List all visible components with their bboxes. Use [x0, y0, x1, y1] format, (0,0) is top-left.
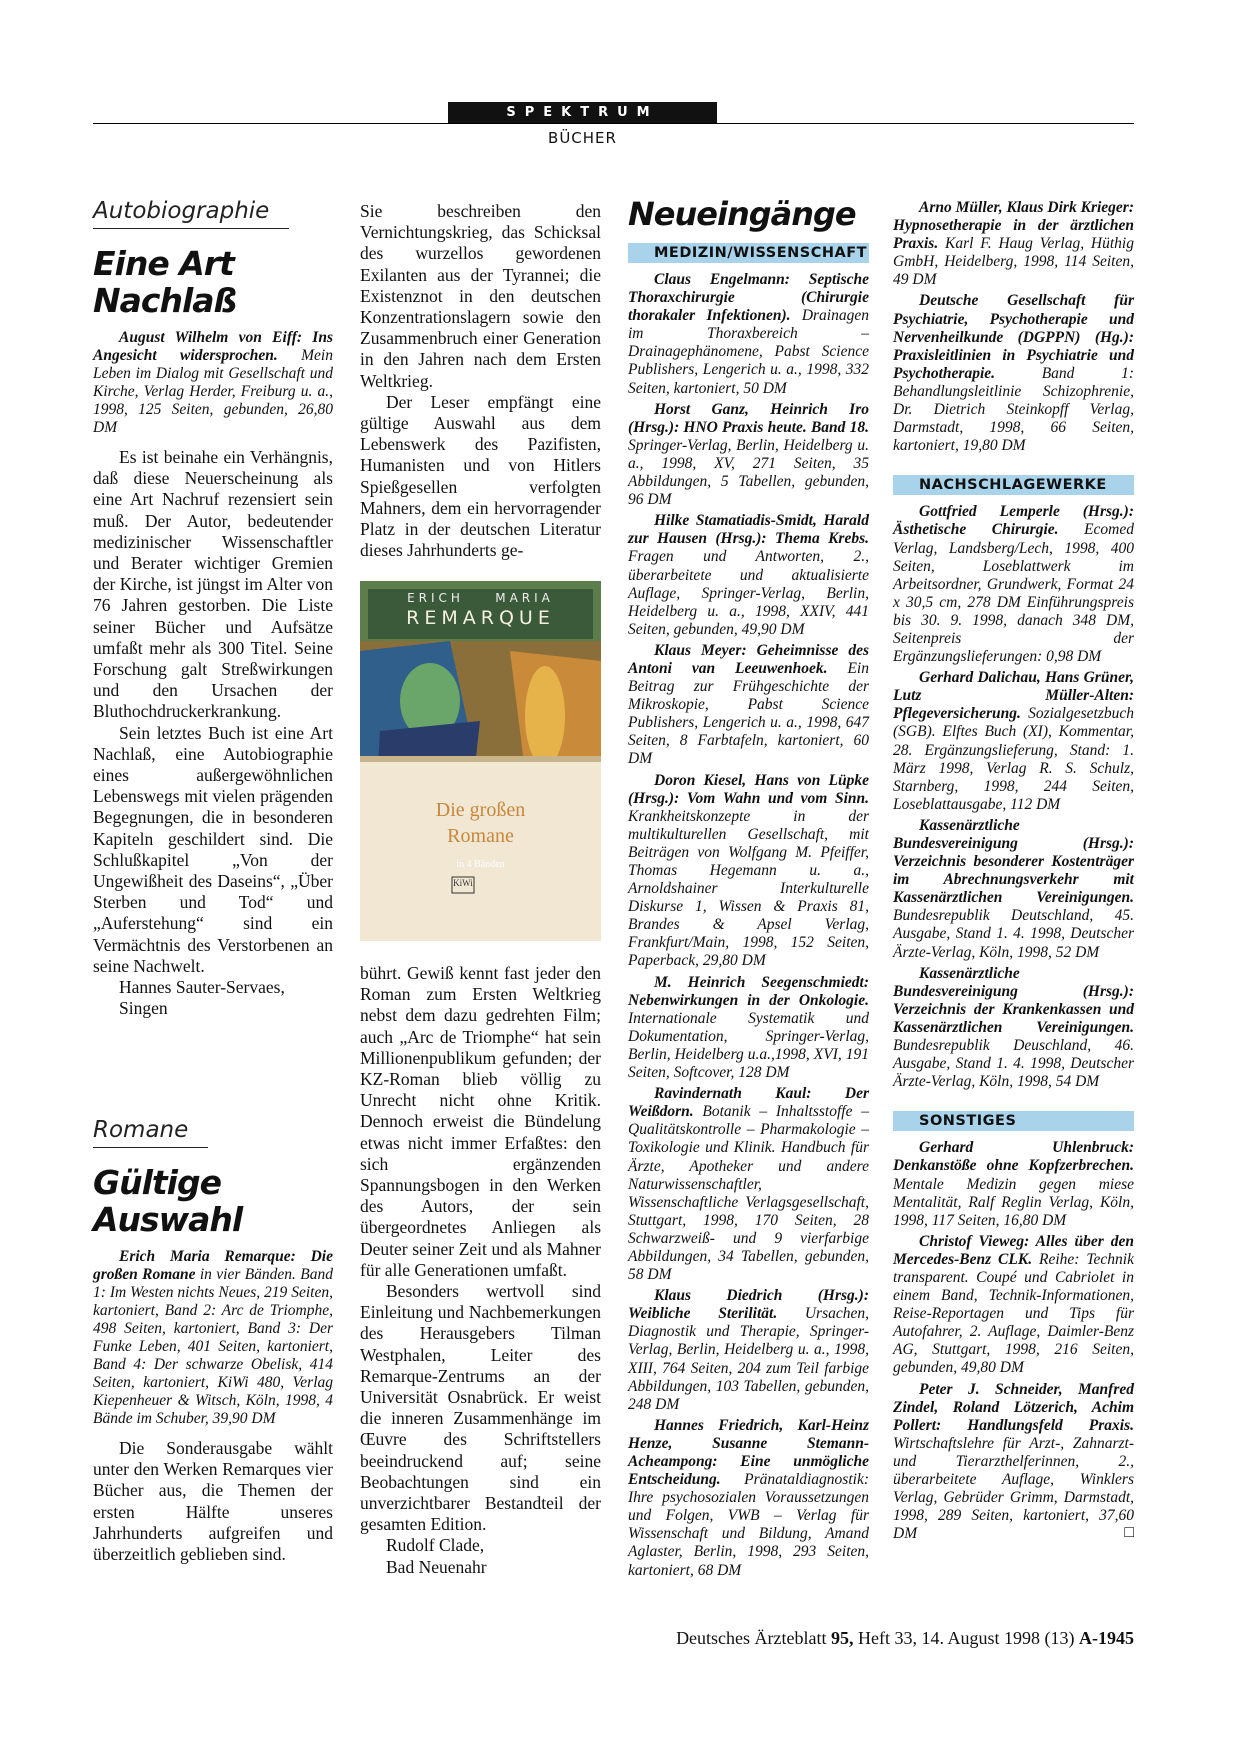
cover-title-line1: Die großen: [435, 799, 526, 821]
book-entry-title: Deutsche Gesellschaft für Psychiatrie, Psychotherapie und Nervenheilkunde (DGPPN) (Hg.): Praxisleitlinien in Psychiatrie und Psychotherapie.: [893, 292, 1134, 382]
book-entry: [628, 401, 869, 510]
paragraph: Sie beschreiben den Vernichtungskrieg, das Schicksal des wurzellos gewordenen Exilanten aus der Tyrannei; die Existenznot in den deutschen Konzentrationslagern sowie den Zusammenbruch einer Generation in den Jahren nach dem Ersten Weltkrieg.: [360, 201, 601, 391]
paragraph: Es ist beinahe ein Verhängnis, daß diese Neuerscheinung als eine Art Nachruf rezensiert sein muß. Der Autor, bedeutender medizinischer Wissenschaftler und Berater wichtiger Gremien der Kirche, ist jüngst im Alter von 76 Jahren gestorben. Die Liste seiner Bücher und Aufsätze umfaßt mehr als 300 Titel. Seine Forschung galt Streßwirkungen und den Ursachen der Bluthochdruckerkrankung.: [93, 447, 333, 722]
book-entry-details: Karl F. Haug Verlag, Hüthig GmbH, Heidelberg, 1998, 114 Seiten, 49 DM: [893, 235, 1134, 289]
book-entry-title: Hilke Stamatiadis-Smidt, Harald zur Hausen (Hrsg.): Thema Krebs.: [628, 512, 869, 548]
bib-title: Erich Maria Remarque: Die großen Romane: [93, 1248, 333, 1283]
headline-auswahl: Gültige Auswahl: [93, 1163, 243, 1239]
section-subtitle: BÜCHER: [548, 129, 617, 147]
book-entry: [628, 772, 869, 971]
entry-list-medizin-cont: [893, 199, 1134, 455]
page-number: A-1945: [1079, 1628, 1134, 1648]
book-entry-title: Peter J. Schneider, Manfred Zindel, Roland Lötzerich, Achim Pollert: Handlungsfeld Praxis.: [893, 1380, 1134, 1434]
cover-publisher-logo: KiWi: [453, 878, 473, 888]
book-entry-title: Horst Ganz, Heinrich Iro (Hrsg.): HNO Praxis heute. Band 18.: [628, 400, 869, 436]
book-entry-title: Klaus Meyer: Geheimnisse des Antoni van Leeuwenhoek.: [628, 641, 869, 677]
category-nachschlagewerke: NACHSCHLAGEWERKE: [893, 475, 1134, 495]
book-entry: [893, 503, 1134, 666]
bib-details: Mein Leben im Dialog mit Gesellschaft und Kirche, Verlag Herder, Freiburg u. a., 1998, 125 Seiten, gebunden, 26,80 DM: [93, 347, 333, 436]
book-entry: [628, 1287, 869, 1414]
book-entry: [628, 1417, 869, 1580]
book-entry: [628, 642, 869, 769]
book-entry-title: Gerhard Dalichau, Hans Grüner, Lutz Müller-Alten: Pflegeversicherung.: [893, 669, 1134, 723]
paragraph: Der Leser empfängt eine gültige Auswahl aus dem Lebenswerk des Pazifisten, Humanisten und von Hitlers Spießgesellen verfolgten Mahners, dem ein hervorragender Platz in der deutschen Literatur dieses Jahrhunderts ge-: [360, 391, 601, 561]
column-1: [93, 198, 333, 1019]
book-entry-details: Bundesrepublik Deuschland, 46. Ausgabe, Stand 1. 4. 1998, Deutscher Ärzte-Verlag, Köln, 1998, 54 DM: [893, 1037, 1134, 1091]
entry-list-nachschlagewerke: [893, 503, 1134, 1091]
book-entry-title: Ravindernath Kaul: Der Weißdorn.: [628, 1085, 869, 1121]
book-entry: [893, 1233, 1134, 1378]
book-entry-details: Krankheitskonzepte in der multikulturellen Gesellschaft, mit Beiträgen von Wolfgang M. Pfeiffer, Thomas Hegemann u. a., Arnoldshainer Interkulturelle Diskurse 1, Wissen & Praxis 81, Brandes & Apsel Verlag, Frankfurt/Main, 1998, 152 Seiten, Paperback, 29,80 DM: [628, 807, 869, 970]
book-entry-details: Mentale Medizin gegen miese Mentalität, Ralf Reglin Verlag, Köln, 1998, 117 Seiten, 16,80 DM: [893, 1175, 1134, 1229]
issue-date: Heft 33, 14. August 1998 (13): [853, 1628, 1079, 1648]
entry-list-sonstiges: [893, 1139, 1134, 1543]
book-entry-title: Doron Kiesel, Hans von Lüpke (Hrsg.): Vom Wahn und vom Sinn.: [628, 771, 869, 807]
cover-subtitle: in 4 Bänden: [456, 859, 505, 870]
paragraph: Besonders wertvoll sind Einleitung und Nachbemerkungen des Herausgebers Tilman Westphalen, Leiter des Remarque-Zentrums an der Universität Osnabrück. Er weist die inneren Zusammenhänge im Œuvre des Schriftstellers beeindruckend auf; seine Beobachtungen sind ein unverzichtbarer Bestandteil der gesamten Edition.: [360, 1281, 601, 1535]
entry-list-medizin: [628, 271, 869, 1580]
cover-author-first: ERICH: [407, 591, 464, 605]
book-entry: [893, 1139, 1134, 1229]
book-entry-title: Christof Vieweg: Alles über den Mercedes-Benz CLK.: [893, 1232, 1134, 1268]
column-3: [628, 195, 869, 1583]
category-sonstiges: SONSTIGES: [893, 1111, 1134, 1131]
review-body-2: [93, 1438, 333, 1565]
cover-author-top: [368, 591, 593, 605]
book-entry-details: Wirtschaftslehre für Arzt-, Zahnarzt- und Tierarzthelferinnen, 2., überarbeitete Auflage, Winklers Verlag, Gebrüder Grimm, Darmstadt, 1998, 289 Seiten, kartoniert, 37,60 DM: [893, 1434, 1134, 1543]
book-entry-details: Botanik – Inhaltsstoffe – Qualitätskontrolle – Pharmakologie – Toxikologie und Klinik. Handbuch für Ärzte, Apotheker und andere Naturwissenschaftler, Wissenschaftliche Verlagsgesellschaft, Stuttgart, 1998, 170 Seiten, 28 Schwarzweiß- und 9 vierfarbige Abbildungen, 34 Tabellen, gebunden, 58 DM: [628, 1103, 869, 1284]
reviewer-place: Bad Neuenahr: [386, 1556, 487, 1577]
book-entry-details: Ursachen, Diagnostik und Therapie, Springer-Verlag, Berlin, Heidelberg u. a., 1998, XIII, 764 Seiten, 204 zum Teil farbige Abbildungen, 103 Tabellen, gebunden, 248 DM: [628, 1305, 869, 1413]
bib-entry-remarque: [93, 1248, 333, 1428]
column-2-lower: [360, 963, 601, 1578]
book-entry: [893, 965, 1134, 1092]
journal-name: Deutsches Ärzteblatt: [676, 1628, 832, 1648]
paragraph: bührt. Gewiß kennt fast jeder den Roman zum Ersten Weltkrieg nebst dem dazu gedrehten Film; auch „Arc de Triomphe“ hat sein Millionenpublikum gefunden; der KZ-Roman blieb völlig zu Unrecht nicht ohne Kritik. Dennoch erweist die Bündelung etwas nicht immer Erfaßtes: den sich ergänzenden Spannungsbogen in den Werken des Autors, der sein übergeordnetes Anliegen als Deuter seiner Zeit und als Mahner für alle Generationen umfaßt.: [360, 963, 601, 1280]
book-entry: [893, 817, 1134, 962]
book-entry-title: Gottfried Lemperle (Hrsg.): Ästhetische Chirurgie.: [893, 503, 1134, 539]
cover-author-middle: MARIA: [495, 591, 554, 605]
book-entry: [628, 512, 869, 639]
end-mark: □: [1124, 1524, 1134, 1542]
reviewer-name: Hannes Sauter-Servaes,: [119, 977, 285, 998]
kicker-romane: Romane: [93, 1117, 208, 1148]
bib-title: August Wilhelm von Eiff: Ins Angesicht widersprochen.: [93, 329, 333, 364]
header-rule: [93, 123, 1134, 124]
book-entry-details: Pränataldiagnostik: Ihre psychosozialen Voraussetzungen und Folgen, VWB – Verlag für Wissenschaft und Bildung, Amand Aglaster, Berlin, 1998, 293 Seiten, kartoniert, 68 DM: [628, 1471, 869, 1579]
book-entry-details: Reihe: Technik transparent. Coupé und Cabriolet in einem Band, Technik-Informationen, Reise-Reportagen und Tips für Autofahrer, 2. Auflage, Daimler-Benz AG, Stuttgart, 1998, 216 Seiten, gebunden, 49,80 DM: [893, 1250, 1134, 1377]
paragraph: Die Sonderausgabe wählt unter den Werken Remarques vier Bücher aus, die Themen der ersten Hälfte unseres Jahrhunderts aufgreifen und überzeitlich geblieben sind.: [93, 1438, 333, 1565]
book-entry-title: Kassenärztliche Bundesvereinigung (Hrsg.): Verzeichnis besonderer Kostenträger im Abrechnungsverkehr mit Kassenärztlichen Vereinigungen.: [893, 816, 1134, 907]
review-body-1: [93, 447, 333, 1019]
book-entry: [628, 1085, 869, 1284]
book-entry: [893, 199, 1134, 289]
headline-nachlass: Eine Art Nachlaß: [93, 244, 237, 320]
book-entry-title: Kassenärztliche Bundesvereinigung (Hrsg.): Verzeichnis der Krankenkassen und Kassenärztlichen Vereinigungen.: [893, 964, 1134, 1036]
neueingaenge-title: Neueingänge: [628, 195, 856, 233]
book-entry-title: M. Heinrich Seegenschmiedt: Nebenwirkungen in der Onkologie.: [628, 973, 869, 1009]
book-entry-details: Internationale Systematik und Dokumentation, Springer-Verlag, Berlin, Heidelberg u.a.,1998, XVI, 191 Seiten, Softcover, 128 DM: [628, 1009, 869, 1082]
book-entry: [893, 669, 1134, 814]
cover-artwork: [360, 581, 601, 941]
volume: 95,: [831, 1628, 854, 1648]
reviewer-name: Rudolf Clade,: [386, 1535, 485, 1556]
book-entry-details: Sozialgesetzbuch (SGB). Elftes Buch (XI), Kommentar, 28. Ergänzungslieferung, Stand: 1. März 1998, Verlag R. S. Schulz, Starnberg, 1998, 244 Seiten, Loseblattausgabe, 112 DM: [893, 705, 1134, 813]
paragraph: Sein letztes Buch ist eine Art Nachlaß, eine Autobiographie eines außergewöhnlichen Lebenswegs mit vielen prägenden Begegnungen, die in besonderen Kapiteln geschildert sind. Die Schlußkapitel „Von der Ungewißheit des Daseins“, „Über Sterben und Tod“ und „Auferstehung“ sind ein Vermächtnis des Verstorbenen an seine Nachwelt.: [93, 722, 333, 976]
book-entry-details: Fragen und Antworten, 2., überarbeitete und aktualisierte Auflage, Springer-Verlag, Berlin, Heidelberg u. a., 1998, XXIV, 441 Seiten, gebunden, 49,90 DM: [628, 548, 869, 638]
column-2-upper: [360, 201, 601, 561]
book-entry-title: Hannes Friedrich, Karl-Heinz Henze, Susanne Stemann-Acheampong: Eine unmögliche Entscheidung.: [628, 1416, 869, 1489]
book-entry-details: Ein Beitrag zur Frühgeschichte der Mikroskopie, Pabst Science Publishers, Lengerich u. a., 1998, 647 Seiten, 8 Farbtafeln, kartoniert, 60 DM: [628, 659, 869, 768]
cover-title-line2: Romane: [447, 825, 514, 847]
column-1-lower: [93, 1117, 333, 1565]
reviewer-place: Singen: [119, 998, 168, 1019]
category-medizin: MEDIZIN/WISSENSCHAFT: [628, 243, 869, 263]
book-entry-title: Claus Engelmann: Septische Thoraxchirurgie (Chirurgie thorakaler Infektionen).: [628, 271, 869, 325]
book-entry: [893, 292, 1134, 455]
book-entry-details: Bundesrepublik Deutschland, 45. Ausgabe, Stand 1. 4. 1998, Deutscher Ärzte-Verlag, Köln, 1998, 52 DM: [893, 907, 1134, 961]
column-4: [893, 199, 1134, 1542]
section-band: SPEKTRUM: [448, 102, 717, 124]
cover-author-name: REMARQUE: [406, 607, 555, 629]
book-entry-title: Klaus Diedrich (Hrsg.): Weibliche Sterilität.: [628, 1287, 869, 1323]
page-footer: [600, 1628, 1134, 1649]
bib-details: in vier Bänden. Band 1: Im Westen nichts Neues, 219 Seiten, kartoniert, Band 2: Arc de Triomphe, 498 Seiten, kartoniert, Band 3: Der Funke Leben, 401 Seiten, kartoniert, Band 4: Der schwarze Obelisk, 414 Seiten, kartoniert, KiWi 480, Verlag Kiepenheuer & Witsch, Köln, 1998, 4 Bände im Schuber, 39,90 DM: [93, 1266, 333, 1427]
book-entry-details: Band 1: Behandlungsleitlinie Schizophrenie, Dr. Dietrich Steinkopff Verlag, Darmstadt, 1998, 66 Seiten, kartoniert, 19,80 DM: [893, 364, 1134, 455]
book-entry-title: Arno Müller, Klaus Dirk Krieger: Hypnosetherapie in der ärztlichen Praxis.: [893, 199, 1134, 253]
book-entry: [628, 271, 869, 398]
book-entry-details: Springer-Verlag, Berlin, Heidelberg u. a., 1998, XV, 271 Seiten, 35 Abbildungen, 5 Tabellen, gebunden, 96 DM: [628, 436, 869, 509]
bib-entry-eiff: [93, 329, 333, 437]
book-entry: [893, 1381, 1134, 1544]
book-entry: [628, 974, 869, 1083]
book-entry-details: Drainagen im Thoraxbereich – Drainagephänomene, Pabst Science Publishers, Lengerich u. a., 1998, 332 Seiten, kartoniert, 50 DM: [628, 307, 869, 397]
book-cover-image: [360, 581, 601, 941]
kicker-autobiographie: Autobiographie: [93, 198, 289, 229]
book-entry-title: Gerhard Uhlenbruck: Denkanstöße ohne Kopfzerbrechen.: [893, 1139, 1134, 1175]
book-entry-details: Ecomed Verlag, Landsberg/Lech, 1998, 400 Seiten, Loseblattwerk im Arbeitsordner, Grundwerk, Format 24 x 30,5 cm, 278 DM Einführungspreis bis 30. 9. 1998, danach 348 DM, Seitenpreis der Ergänzungslieferungen: 0,98 DM: [893, 521, 1135, 666]
